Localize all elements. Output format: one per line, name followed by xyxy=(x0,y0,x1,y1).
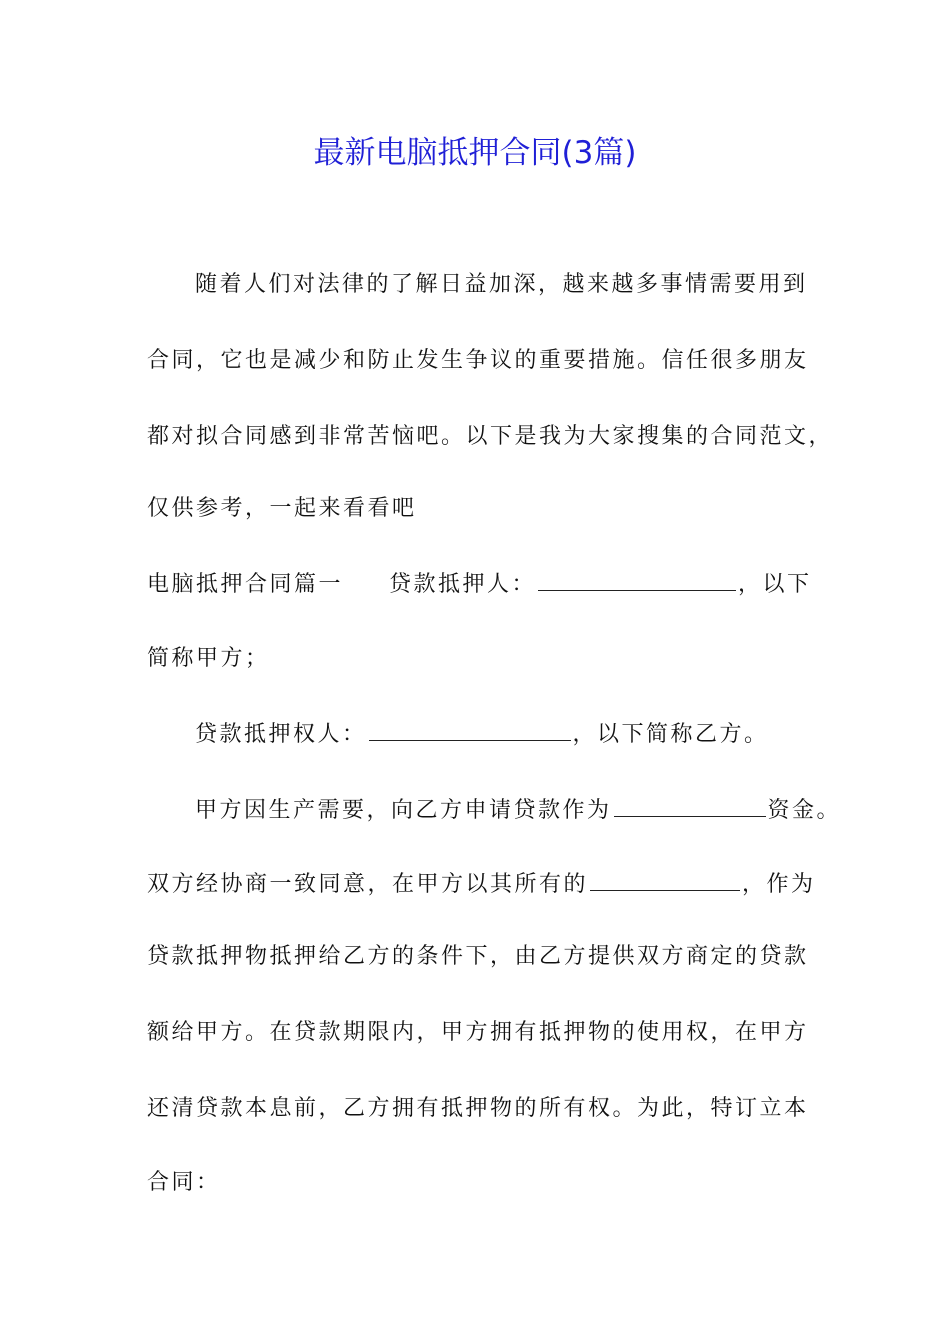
body-line-2: 额给甲方。在贷款期限内，甲方拥有抵押物的使用权，在甲方 xyxy=(147,1020,809,1045)
purpose-blank xyxy=(614,794,766,817)
intro-line-3: 都对拟合同感到非常苦恼吧。以下是我为大家搜集的合同范文， xyxy=(147,424,834,449)
pledgor-line xyxy=(147,568,812,600)
pledgor-label: 贷款抵押人： xyxy=(389,572,537,597)
pledgee-line xyxy=(195,718,769,750)
pledgor-blank xyxy=(538,568,736,591)
body-line-3: 还清贷款本息前，乙方拥有抵押物的所有权。为此，特订立本 xyxy=(147,1096,809,1121)
agree-blank xyxy=(590,868,740,891)
body-line-4: 合同： xyxy=(147,1170,221,1195)
body-line-1: 贷款抵押物抵押给乙方的条件下，由乙方提供双方商定的贷款 xyxy=(147,944,809,969)
intro-line-1: 随着人们对法律的了解日益加深，越来越多事情需要用到 xyxy=(195,272,808,297)
section-label: 电脑抵押合同篇一 xyxy=(147,572,344,597)
purpose-line xyxy=(195,794,841,826)
agree-line xyxy=(147,868,816,900)
pledgee-blank xyxy=(369,718,571,741)
intro-line-2: 合同，它也是减少和防止发生争议的重要措施。信任很多朋友 xyxy=(147,348,809,373)
purpose-suffix: 资金。 xyxy=(767,798,842,823)
pledgor-line-cont: 简称甲方； xyxy=(147,646,270,671)
document-title: 最新电脑抵押合同(3篇) xyxy=(313,135,637,171)
purpose-prefix: 甲方因生产需要，向乙方申请贷款作为 xyxy=(195,798,612,823)
pledgor-suffix: ，以下 xyxy=(738,572,812,597)
pledgee-label: 贷款抵押权人： xyxy=(195,722,367,747)
intro-line-4: 仅供参考，一起来看看吧 xyxy=(147,496,417,521)
agree-prefix: 双方经协商一致同意，在甲方以其所有的 xyxy=(147,872,589,897)
agree-suffix: ，作为 xyxy=(742,872,816,897)
pledgee-suffix: ，以下简称乙方。 xyxy=(572,722,769,747)
